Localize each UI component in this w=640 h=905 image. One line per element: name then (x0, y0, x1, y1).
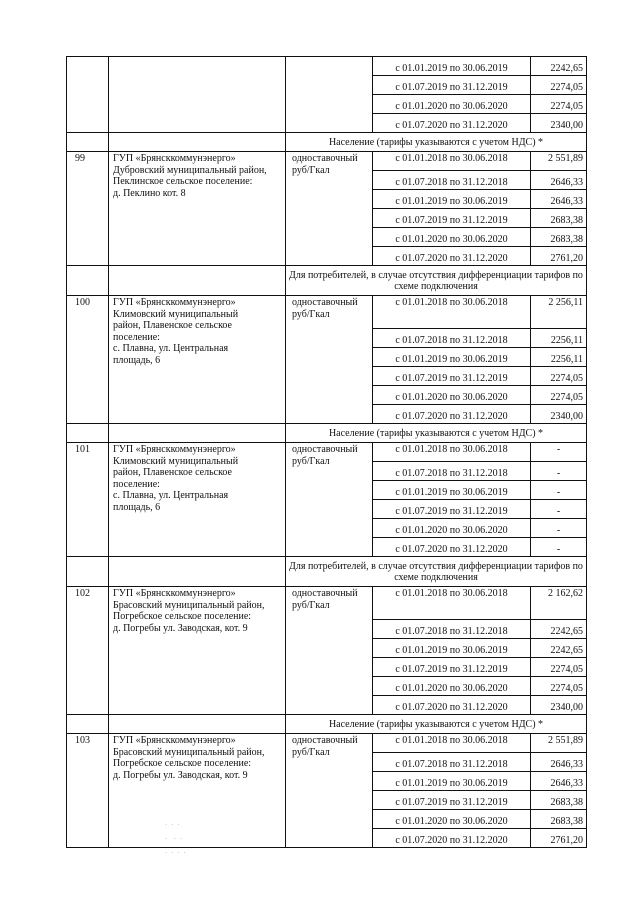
organization-line: поселение: (113, 331, 160, 343)
organization-line: площадь, 6 (113, 501, 161, 513)
tariff-value-cell: 2340,00 (531, 696, 587, 715)
organization-cell (109, 734, 286, 848)
organization-line: площадь, 6 (113, 354, 161, 366)
tariff-value-cell: 2274,05 (531, 367, 587, 386)
tariff-unit-line: руб/Гкал (292, 746, 330, 758)
organization-cell (109, 443, 286, 557)
tariff-value-cell: 2761,20 (531, 829, 587, 848)
period-cell: с 01.01.2020 по 30.06.2020 (373, 386, 531, 405)
tariff-value-cell: - (531, 481, 587, 500)
tariff-unit-line: руб/Гкал (292, 455, 330, 467)
period-cell: с 01.01.2020 по 30.06.2020 (373, 95, 531, 114)
row-number: 100 (67, 296, 109, 424)
period-cell: с 01.01.2018 по 30.06.2018 (373, 152, 531, 171)
organization-line: ГУП «Брянсккоммунэнерго» (113, 153, 236, 164)
organization-cell (109, 587, 286, 715)
period-cell: с 01.01.2019 по 30.06.2019 (373, 348, 531, 367)
period-cell: с 01.07.2019 по 31.12.2019 (373, 791, 531, 810)
period-cell: с 01.07.2020 по 31.12.2020 (373, 829, 531, 848)
period-cell: с 01.07.2018 по 31.12.2018 (373, 329, 531, 348)
period-cell: с 01.01.2019 по 30.06.2019 (373, 57, 531, 76)
organization-line: д. Погребы ул. Заводская, кот. 9 (113, 769, 248, 781)
period-cell: с 01.07.2018 по 31.12.2018 (373, 620, 531, 639)
period-cell: с 01.07.2018 по 31.12.2018 (373, 462, 531, 481)
tariff-value-cell: 2340,00 (531, 405, 587, 424)
tariff-unit-line: одноставочный (292, 444, 358, 455)
organization-line: с. Плавна, ул. Центральная (113, 343, 229, 354)
tariff-value-cell: - (531, 500, 587, 519)
tariff-value-cell: 2646,33 (531, 772, 587, 791)
scan-artifact: · · · · · · · · · · (165, 821, 187, 857)
organization-line: ГУП «Брянсккоммунэнерго» (113, 297, 236, 308)
tariff-value-cell: 2646,33 (531, 190, 587, 209)
organization-line: Погребское сельское поселение: (113, 758, 252, 769)
tariff-value-cell: 2256,11 (531, 329, 587, 348)
tariff-value-cell: 2683,38 (531, 209, 587, 228)
tariff-table (66, 56, 587, 848)
tariff-value-cell: 2 256,11 (531, 296, 587, 329)
empty-cell (67, 424, 109, 443)
organization-line: Брасовский муниципальный район, (113, 746, 265, 758)
tariff-value-cell: 2683,38 (531, 228, 587, 247)
tariff-value-cell: 2683,38 (531, 791, 587, 810)
tariff-value-cell: 2683,38 (531, 810, 587, 829)
section-header-row (67, 266, 587, 296)
tariff-value-cell: 2646,33 (531, 171, 587, 190)
tariff-unit-line: руб/Гкал (292, 308, 330, 320)
organization-line: ГУП «Брянсккоммунэнерго» (113, 735, 236, 746)
tariff-unit-cell (286, 587, 373, 715)
empty-cell (109, 715, 286, 734)
empty-cell (67, 557, 109, 587)
section-header: Для потребителей, в случае отсутствия дифференциации тарифов по схеме подключения (286, 557, 587, 587)
tariff-value-cell: 2 162,62 (531, 587, 587, 620)
period-cell: с 01.07.2019 по 31.12.2019 (373, 209, 531, 228)
tariff-value-cell: 2 551,89 (531, 734, 587, 753)
empty-cell (109, 133, 286, 152)
section-header-row (67, 715, 587, 734)
tariff-unit-cell (286, 57, 373, 133)
row-number: 102 (67, 587, 109, 715)
period-cell: с 01.01.2019 по 30.06.2019 (373, 772, 531, 791)
tariff-value-cell: - (531, 519, 587, 538)
tariff-unit-line: руб/Гкал (292, 599, 330, 611)
tariff-value-cell: 2274,05 (531, 76, 587, 95)
organization-cell (109, 57, 286, 133)
row-number: 101 (67, 443, 109, 557)
empty-cell (109, 557, 286, 587)
number-cell (67, 57, 109, 133)
tariff-unit-line: одноставочный (292, 588, 358, 599)
tariff-value-cell: - (531, 462, 587, 481)
period-cell: с 01.07.2018 по 31.12.2018 (373, 171, 531, 190)
period-cell: с 01.01.2019 по 30.06.2019 (373, 190, 531, 209)
section-header-row (67, 557, 587, 587)
organization-line: с. Плавна, ул. Центральная (113, 490, 229, 501)
tariff-unit-cell (286, 296, 373, 424)
organization-cell (109, 296, 286, 424)
section-header: Для потребителей, в случае отсутствия дифференциации тарифов по схеме подключения (286, 266, 587, 296)
tariff-unit-cell (286, 443, 373, 557)
section-header-row (67, 424, 587, 443)
tariff-unit-line: одноставочный (292, 735, 358, 746)
organization-line: д. Погребы ул. Заводская, кот. 9 (113, 622, 248, 634)
period-cell: с 01.07.2018 по 31.12.2018 (373, 753, 531, 772)
organization-line: ГУП «Брянсккоммунэнерго» (113, 588, 236, 599)
tariff-value-cell: 2274,05 (531, 386, 587, 405)
empty-cell (109, 424, 286, 443)
row-number: 99 (67, 152, 109, 266)
organization-line: Климовский муниципальный (113, 308, 239, 320)
organization-line: Дубровский муниципальный район, (113, 164, 267, 176)
period-cell: с 01.01.2018 по 30.06.2018 (373, 443, 531, 462)
organization-cell (109, 152, 286, 266)
organization-line: район, Плавенское сельское (113, 320, 232, 331)
section-header: Население (тарифы указываются с учетом НДС) * (286, 133, 587, 152)
period-cell: с 01.01.2020 по 30.06.2020 (373, 677, 531, 696)
empty-cell (67, 715, 109, 734)
tariff-value-cell: - (531, 443, 587, 462)
tariff-value-cell: 2242,65 (531, 620, 587, 639)
tariff-value-cell: 2274,05 (531, 658, 587, 677)
tariff-value-cell: 2274,05 (531, 677, 587, 696)
tariff-value-cell: 2 551,89 (531, 152, 587, 171)
tariff-value-cell: 2242,65 (531, 639, 587, 658)
period-cell: с 01.01.2018 по 30.06.2018 (373, 296, 531, 329)
tariff-value-cell: 2256,11 (531, 348, 587, 367)
tariff-value-cell: 2274,05 (531, 95, 587, 114)
period-cell: с 01.07.2020 по 31.12.2020 (373, 405, 531, 424)
empty-cell (67, 266, 109, 296)
table-row (67, 57, 587, 76)
period-cell: с 01.07.2020 по 31.12.2020 (373, 247, 531, 266)
organization-line: район, Плавенское сельское (113, 467, 232, 478)
period-cell: с 01.01.2020 по 30.06.2020 (373, 810, 531, 829)
tariff-table-body (67, 57, 587, 848)
organization-line: Пеклинское сельское поселение: (113, 176, 253, 187)
tariff-value-cell: 2761,20 (531, 247, 587, 266)
period-cell: с 01.01.2020 по 30.06.2020 (373, 519, 531, 538)
table-row (67, 587, 587, 620)
section-header: Население (тарифы указываются с учетом НДС) * (286, 424, 587, 443)
tariff-value-cell: 2340,00 (531, 114, 587, 133)
table-row (67, 443, 587, 462)
organization-line: ГУП «Брянсккоммунэнерго» (113, 444, 236, 455)
organization-line: д. Пеклино кот. 8 (113, 187, 186, 199)
table-row (67, 152, 587, 171)
period-cell: с 01.07.2020 по 31.12.2020 (373, 696, 531, 715)
tariff-unit-line: одноставочный (292, 153, 358, 164)
tariff-value-cell: 2646,33 (531, 753, 587, 772)
period-cell: с 01.01.2018 по 30.06.2018 (373, 587, 531, 620)
period-cell: с 01.01.2020 по 30.06.2020 (373, 228, 531, 247)
section-header: Население (тарифы указываются с учетом НДС) * (286, 715, 587, 734)
section-header-row (67, 133, 587, 152)
period-cell: с 01.01.2019 по 30.06.2019 (373, 639, 531, 658)
table-row (67, 296, 587, 329)
tariff-unit-line: руб/Гкал (292, 164, 330, 176)
organization-line: поселение: (113, 478, 160, 490)
row-number: 103 (67, 734, 109, 848)
period-cell: с 01.01.2019 по 30.06.2019 (373, 481, 531, 500)
period-cell: с 01.07.2020 по 31.12.2020 (373, 114, 531, 133)
tariff-unit-cell (286, 152, 373, 266)
empty-cell (109, 266, 286, 296)
tariff-value-cell: - (531, 538, 587, 557)
organization-line: Погребское сельское поселение: (113, 611, 252, 622)
period-cell: с 01.01.2018 по 30.06.2018 (373, 734, 531, 753)
table-row (67, 734, 587, 753)
period-cell: с 01.07.2019 по 31.12.2019 (373, 500, 531, 519)
period-cell: с 01.07.2020 по 31.12.2020 (373, 538, 531, 557)
period-cell: с 01.07.2019 по 31.12.2019 (373, 367, 531, 386)
empty-cell (67, 133, 109, 152)
tariff-unit-line: одноставочный (292, 297, 358, 308)
tariff-value-cell: 2242,65 (531, 57, 587, 76)
period-cell: с 01.07.2019 по 31.12.2019 (373, 658, 531, 677)
organization-line: Климовский муниципальный (113, 455, 239, 467)
organization-line: Брасовский муниципальный район, (113, 599, 265, 611)
period-cell: с 01.07.2019 по 31.12.2019 (373, 76, 531, 95)
tariff-unit-cell (286, 734, 373, 848)
